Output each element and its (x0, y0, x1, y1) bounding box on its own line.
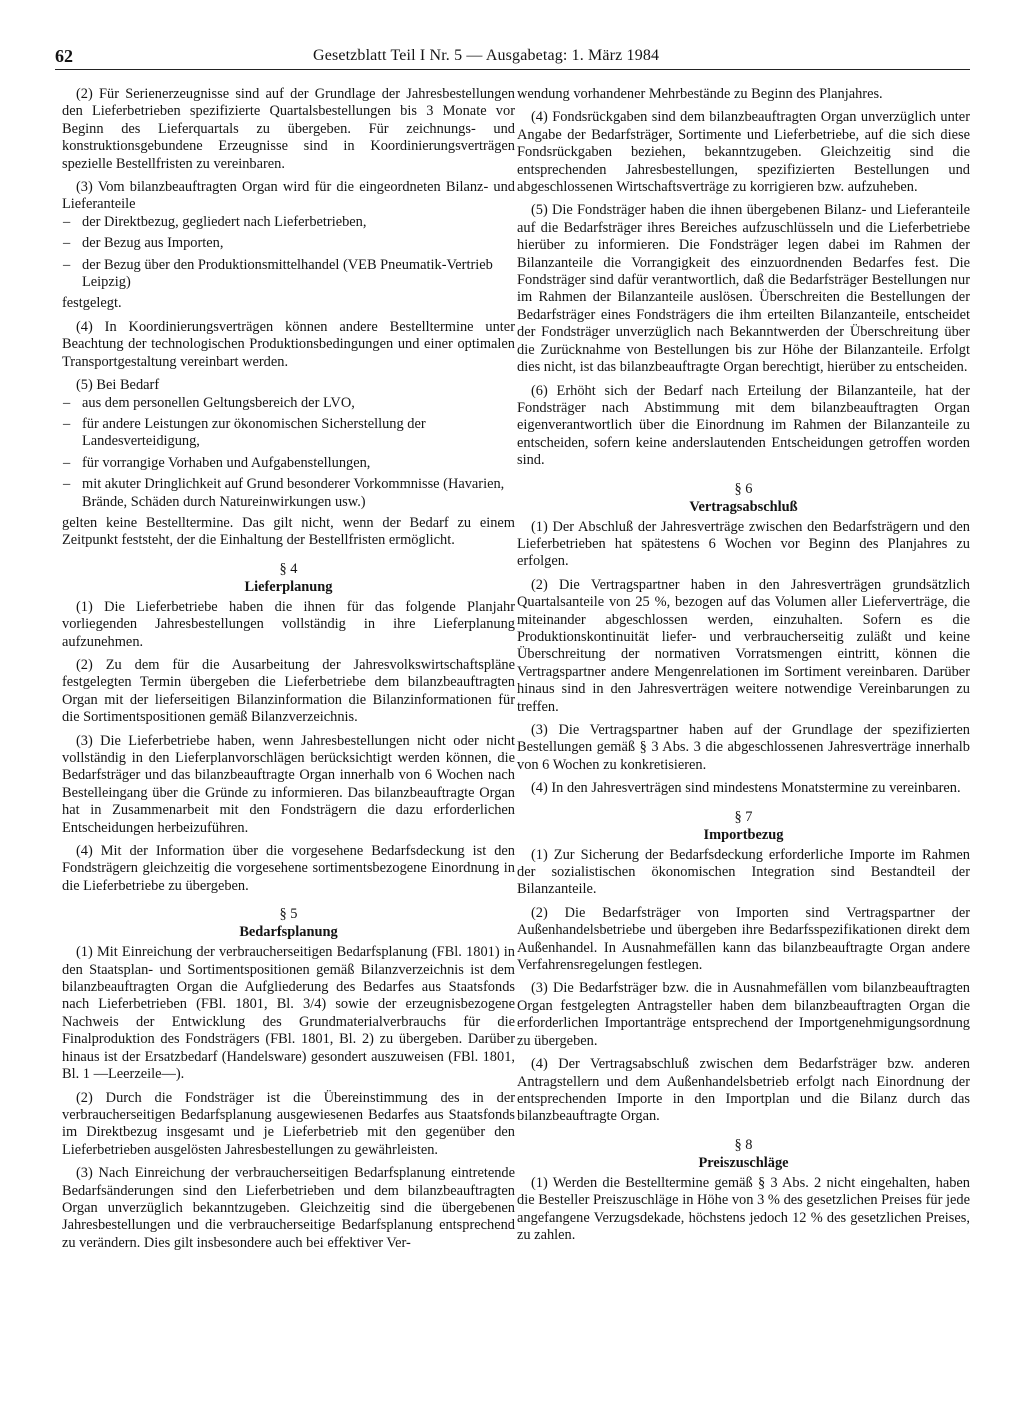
page-number: 62 (55, 46, 73, 66)
section-number: § 6 (734, 480, 753, 497)
paragraph: (2) Zu dem für die Ausarbeitung der Jahresvolkswirtschaftspläne festgelegten Termin übergeben die Lieferbetriebe dem bilanzbeauftragten Organ mit der lieferseitigen Bilanzinformation die Bilanzinformationen für die Sortimentspositionen gemäß Bilanzverzeichnis. (62, 656, 515, 726)
paragraph: (3) Vom bilanzbeauftragten Organ wird für die eingeordneten Bilanz- und Lieferanteile (62, 179, 515, 213)
paragraph: (4) In Koordinierungsverträgen können andere Bestelltermine unter Beachtung der technologischen Produktionsbedingungen und einer optimalen Transportgestaltung vereinbart werden. (62, 318, 515, 370)
paragraph: (1) Zur Sicherung der Bedarfsdeckung erforderliche Importe im Rahmen der sozialistischen ökonomischen Integration sind Bestandteil der Bilanzanteile. (517, 846, 970, 898)
list-item: – für andere Leistungen zur ökonomischen Sicherstellung der Landesverteidigung, (62, 416, 515, 451)
section-title: Preiszuschläge (698, 1154, 789, 1171)
paragraph: (5) Die Fondsträger haben die ihnen übergebenen Bilanz- und Lieferanteile auf die Bedarfsträger ihres Bereiches aufzuschlüsseln und die Lieferbetriebe hierüber zu informieren. Die Fondsträger legen dabei im Rahmen der Bilanzanteile die Vorrangigkeit des einzuordnenden Bedarfes fest. Die Fondsträger sind dafür verantwortlich, daß die Bedarfsträger Bestellungen nur im Rahmen der Bilanzanteile auslösen. Überschreiten die Bestellungen der Bedarfsträger eines Fondsträgers die ihm erteilten Bilanzanteile, entscheidet der Fondsträger unverzüglich nach Bekanntwerden der Überschreitung über die Zurücknahme von Bestellungen bis zur Höhe der Bilanzanteile. Erfolgt dies nicht, ist das bilanzbeauftragte Organ berechtigt, hierüber zu entscheiden. (517, 202, 970, 376)
paragraph: (3) Nach Einreichung der verbraucherseitigen Bedarfsplanung eintretende Bedarfsänderungen sind den Lieferbetrieben und dem bilanzbeauftragten Organ unverzüglich bekanntzugeben. Gleichzeitig sind die übergebenen Jahresbestellungen und die verbraucherseitige Bedarfsplanung entsprechend zu verändern. Dies gilt insbesondere auch bei effektiver Ver- (62, 1165, 515, 1251)
list-item: – aus dem personellen Geltungsbereich der LVO, (62, 395, 515, 412)
paragraph: (1) Werden die Bestelltermine gemäß § 3 Abs. 2 nicht eingehalten, haben die Besteller Preiszuschläge in Höhe von 3 % des gesetzlichen Preises für jede angefangene Verzugsdekade, höchstens jedoch 12 % des gesetzlichen Preises, zu zahlen. (517, 1174, 970, 1243)
paragraph: (4) Der Vertragsabschluß zwischen dem Bedarfsträger bzw. anderen Antragstellern und dem Außenhandelsbetrieb erfolgt nach Einordnung der entsprechenden Importe in den Importplan und die Bilanz durch das bilanzbeauftragte Organ. (517, 1056, 970, 1125)
section-title: Vertragsabschluß (689, 498, 798, 515)
right-column (517, 86, 970, 1250)
list-item: – für vorrangige Vorhaben und Aufgabenstellungen, (62, 455, 515, 472)
section-number: § 4 (279, 560, 298, 577)
list-item: – mit akuter Dringlichkeit auf Grund besonderer Vorkommnisse (Havarien, Brände, Schäden durch Natureinwirkungen usw.) (62, 476, 515, 511)
paragraph-continuation: gelten keine Bestelltermine. Das gilt nicht, wenn der Bedarf zu einem Zeitpunkt feststeht, der die Einhaltung der Bestellfristen ermöglicht. (62, 514, 515, 549)
section-title: Importbezug (703, 826, 784, 843)
dash-list (62, 214, 515, 292)
list-item: – der Bezug aus Importen, (62, 235, 515, 252)
paragraph: (2) Für Serienerzeugnisse sind auf der Grundlage der Jahresbestellungen den Lieferbetrieben spezifizierte Quartalsbestellungen bis 3 Monate vor Beginn des Lieferquartals zu übergeben. Für zeichnungs- und konstruktionsgebundene Erzeugnisse sind in Koordinierungsverträgen spezielle Bestellfristen zu vereinbaren. (62, 86, 515, 172)
paragraph: (6) Erhöht sich der Bedarf nach Erteilung der Bilanzanteile, hat der Fondsträger nach Abstimmung mit dem bilanzbeauftragten Organ eigenverantwortlich über die Einordnung im Rahmen der Bilanzanteile zu entscheiden, sofern keine anderslautenden Entscheidungen getroffen worden sind. (517, 382, 970, 469)
paragraph: (1) Die Lieferbetriebe haben die ihnen für das folgende Planjahr vorliegenden Jahresbestellungen vollständig in ihre Lieferplanung aufzunehmen. (62, 598, 515, 650)
paragraph: (5) Bei Bedarf (76, 377, 160, 394)
section-number: § 5 (279, 906, 298, 923)
paragraph: (4) Mit der Information über die vorgesehene Bedarfsdeckung ist den Fondsträgern gleichzeitig die vorgesehene sortimentsbezogene Einordnung in die Lieferbetriebe zu übergeben. (62, 843, 515, 894)
section-number: § 7 (734, 808, 753, 825)
page-header (55, 44, 975, 68)
paragraph-continuation: festgelegt. (62, 295, 122, 312)
paragraph: (3) Die Lieferbetriebe haben, wenn Jahresbestellungen nicht oder nicht vollständig in den Lieferplanvorschlägen berücksichtigt werden können, die Bedarfsträger und das bilanzbeauftragte Organ innerhalb von 6 Wochen nach Bestelleingang über die Gründe zu informieren. Das bilanzbeauftragte Organ hat in Zusammenarbeit mit den Fondsträgern die dazu erforderlichen Entscheidungen herbeizuführen. (62, 732, 515, 836)
paragraph: (2) Die Vertragspartner haben in den Jahresverträgen grundsätzlich Quartalsanteile von 25 %, bezogen auf das Volumen aller Lieferverträge, die miteinander abgeschlossen werden, einzuhalten. Sofern es die Produktionskontinuität liefer- und verbraucherseitig zuläßt und keine Überschreitung der normativen Vorratsmengen eintritt, können die Vertragspartner andere Mengenrelationen im Sortiment vereinbaren. Darüber hinaus sind in den Jahresverträgen weitere notwendige Vereinbarungen zu treffen. (517, 576, 970, 715)
paragraph: (2) Durch die Fondsträger ist die Übereinstimmung des in der verbraucherseitigen Bedarfsplanung ausgewiesenen Bedarfes aus Staatsfonds im Direktbezug insgesamt und je Lieferbetrieb mit den gegenüber den Lieferbetrieben ausgelösten Jahresbestellungen zu gewährleisten. (62, 1089, 515, 1158)
header-divider (55, 69, 970, 70)
paragraph: (2) Die Bedarfsträger von Importen sind Vertragspartner der Außenhandelsbetriebe und übergeben ihre Bedarfsspezifikationen direkt dem Außenhandel. In Ausnahmefällen kann das bilanzbeauftragte Organ andere Verfahrensregelungen festlegen. (517, 904, 970, 974)
paragraph-continuation: wendung vorhandener Mehrbestände zu Beginn des Planjahres. (517, 86, 883, 102)
dash-list (62, 395, 515, 511)
paragraph: (1) Der Abschluß der Jahresverträge zwischen den Bedarfsträgern und den Lieferbetrieben hat spätestens 6 Wochen vor Beginn des Planjahres zu erfolgen. (517, 518, 970, 570)
section-title: Bedarfsplanung (239, 924, 338, 941)
left-column (62, 86, 515, 1258)
paragraph: (1) Mit Einreichung der verbraucherseitigen Bedarfsplanung (FBl. 1801) in den Staatsplan- und Sortimentspositionen gemäß Bilanzverzeichnis ist dem bilanzbeauftragten Organ die Aufgliederung des Bedarfes aus Staatsfonds nach Lieferbetrieben (FBl. 1801, Bl. 3/4) sowie der erzeugnisbezogene Nachweis der Entwicklung des Grundmaterialverbrauchs für die Finalproduktion des Fondsträgers (FBl. 1801, Bl. 2) zu übergeben. Darüber hinaus ist der Ersatzbedarf (Handelsware) gesondert auszuweisen (FBl. 1801, Bl. 1 —Leerzeile—). (62, 944, 515, 1083)
list-item: – der Direktbezug, gegliedert nach Lieferbetrieben, (62, 214, 515, 231)
paragraph: (3) Die Bedarfsträger bzw. die in Ausnahmefällen vom bilanzbeauftragten Organ festgelegten Antragsteller haben dem bilanzbeauftragten Organ die erforderlichen Importanträge entsprechend der Importgenehmigungsordnung zu übergeben. (517, 980, 970, 1049)
list-item: – der Bezug über den Produktionsmittelhandel (VEB Pneumatik-Vertrieb Leipzig) (62, 257, 515, 292)
section-number: § 8 (734, 1136, 753, 1153)
paragraph: (3) Die Vertragspartner haben auf der Grundlage der spezifizierten Bestellungen gemäß § 3 Abs. 3 die abgeschlossenen Jahresverträge innerhalb von 6 Wochen zu konkretisieren. (517, 722, 970, 773)
paragraph: (4) Fondsrückgaben sind dem bilanzbeauftragten Organ unverzüglich unter Angabe der Bedarfsträger, Sortimente und Lieferbetriebe, auf die sich diese Fondsrückgaben beziehen, bekanntzugeben. Gleichzeitig sind die entsprechenden Jahresbestellungen, spezifizierten Bestellungen und abgeschlossenen Wirtschaftsverträge zu korrigieren bzw. aufzuheben. (517, 109, 970, 196)
gazette-title: Gesetzblatt Teil I Nr. 5 — Ausgabetag: 1. März 1984 (313, 47, 660, 64)
section-title: Lieferplanung (244, 578, 333, 595)
paragraph: (4) In den Jahresverträgen sind mindestens Monatstermine zu vereinbaren. (531, 780, 961, 797)
